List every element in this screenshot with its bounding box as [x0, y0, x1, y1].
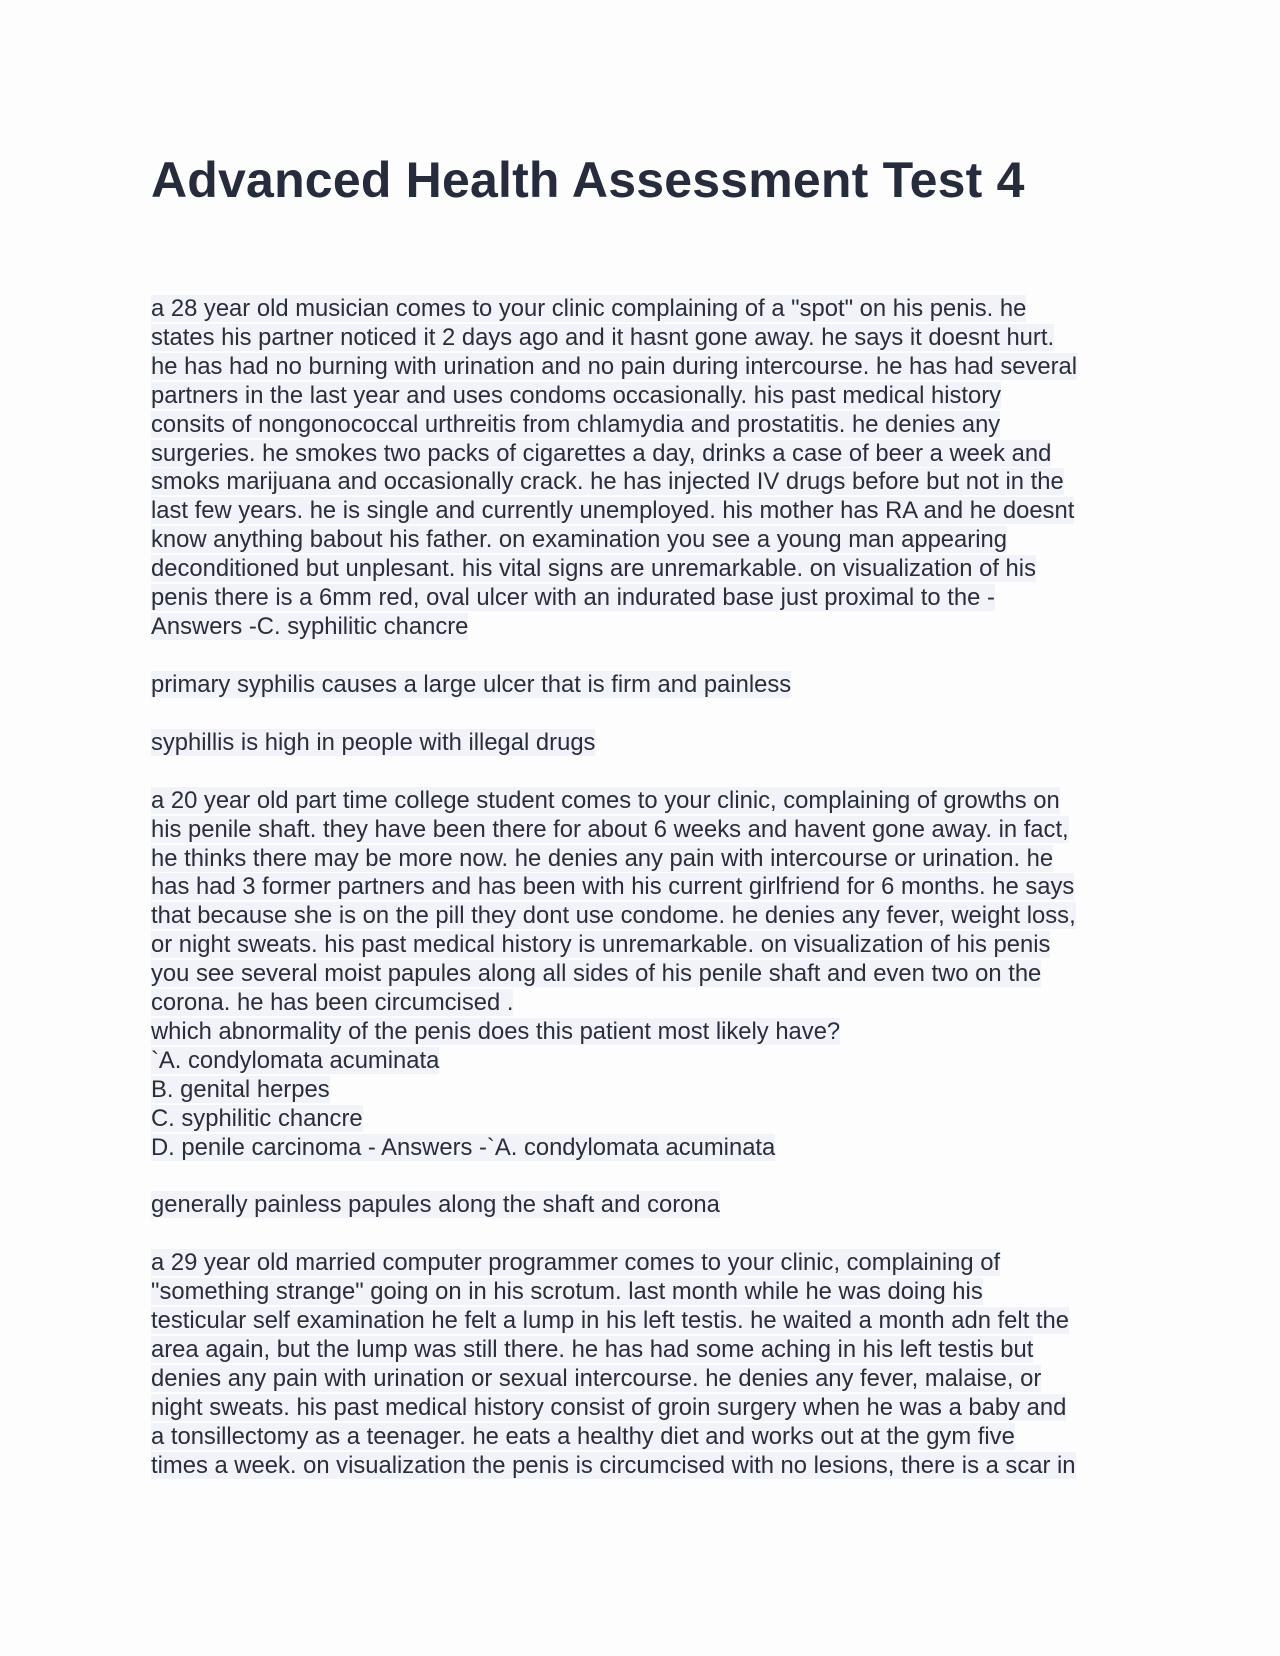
- text-line-content: corona. he has been circumcised .: [151, 989, 514, 1017]
- text-line-content: surgeries. he smokes two packs of cigarettes a day, drinks a case of beer a week and: [151, 439, 1052, 467]
- text-line: [151, 295, 1151, 324]
- text-line: [151, 1307, 1151, 1336]
- text-line-content: smoks marijuana and occasionally crack. he has injected IV drugs before but not in the: [151, 468, 1064, 496]
- text-line: [151, 1018, 1151, 1047]
- text-line: [151, 1423, 1151, 1452]
- paragraph: [151, 295, 1151, 642]
- text-line-content: a 28 year old musician comes to your clinic complaining of a "spot" on his penis. he: [151, 295, 1027, 322]
- paragraph: [151, 787, 1151, 1163]
- text-line: [151, 729, 1151, 758]
- text-line-content: his penile shaft. they have been there for about 6 weeks and havent gone away. in fact,: [151, 815, 1069, 843]
- text-line-content: a 20 year old part time college student comes to your clinic, complaining of growths on: [151, 786, 1060, 814]
- text-line: [151, 1134, 1151, 1163]
- text-line-content: last few years. he is single and currently unemployed. his mother has RA and he doesnt: [151, 497, 1075, 525]
- text-line: [151, 873, 1151, 902]
- text-line: [151, 526, 1151, 555]
- text-line: [151, 1394, 1151, 1423]
- text-line-content: denies any pain with urination or sexual intercourse. he denies any fever, malaise, or: [151, 1365, 1042, 1392]
- text-line: [151, 1278, 1151, 1307]
- text-line-content: "something strange" going on in his scrotum. last month while he was doing his: [151, 1278, 983, 1306]
- text-line-content: penis there is a 6mm red, oval ulcer with an indurated base just proximal to the -: [151, 584, 995, 612]
- document-title: Advanced Health Assessment Test 4: [151, 152, 1025, 208]
- text-line-content: deconditioned but unplesant. his vital signs are unremarkable. on visualization of his: [151, 555, 1036, 583]
- text-line: [151, 584, 1151, 613]
- document-body: [151, 295, 1151, 1481]
- text-line-content: you see several moist papules along all sides of his penile shaft and even two on the: [151, 960, 1042, 988]
- text-line-content: states his partner noticed it 2 days ago and it hasnt gone away. he says it doesnt hurt.: [151, 323, 1055, 351]
- text-line: [151, 440, 1151, 469]
- text-line: [151, 497, 1151, 526]
- text-line-content: a tonsillectomy as a teenager. he eats a healthy diet and works out at the gym five: [151, 1422, 1015, 1450]
- text-line: [151, 324, 1151, 353]
- text-line: [151, 1191, 1151, 1220]
- text-line-content: has had 3 former partners and has been with his current girlfriend for 6 months. he says: [151, 873, 1075, 901]
- text-line: [151, 1365, 1151, 1394]
- paragraph: [151, 729, 1151, 758]
- text-line-content: D. penile carcinoma - Answers -`A. condylomata acuminata: [151, 1133, 776, 1161]
- text-line-content: `A. condylomata acuminata: [151, 1046, 440, 1074]
- text-line-content: Answers -C. syphilitic chancre: [151, 612, 469, 640]
- text-line-content: generally painless papules along the shaft and corona: [151, 1191, 720, 1219]
- text-line: [151, 1047, 1151, 1076]
- text-line: [151, 353, 1151, 382]
- text-line-content: know anything babout his father. on examination you see a young man appearing: [151, 526, 1007, 554]
- text-line: [151, 1076, 1151, 1105]
- text-line-content: consits of nongonococcal urthreitis from chlamydia and prostatitis. he denies any: [151, 410, 1001, 438]
- text-line-content: area again, but the lump was still there. he has had some aching in his left testis but: [151, 1336, 1034, 1364]
- text-line: [151, 1452, 1151, 1481]
- text-line: [151, 411, 1151, 440]
- text-line-content: he has had no burning with urination and no pain during intercourse. he has had several: [151, 352, 1078, 380]
- text-line-content: syphillis is high in people with illegal drugs: [151, 728, 596, 756]
- text-line: [151, 989, 1151, 1018]
- text-line: [151, 1249, 1151, 1278]
- document-page: [151, 150, 1151, 1510]
- text-line: [151, 613, 1151, 642]
- text-line: [151, 845, 1151, 874]
- text-line-content: night sweats. his past medical history consist of groin surgery when he was a baby and: [151, 1393, 1067, 1421]
- text-line-content: he thinks there may be more now. he denies any pain with intercourse or urination. he: [151, 844, 1054, 872]
- paragraph: [151, 1249, 1151, 1480]
- text-line-content: that because she is on the pill they dont use condome. he denies any fever, weight loss,: [151, 902, 1076, 930]
- text-line-content: which abnormality of the penis does this patient most likely have?: [151, 1017, 841, 1045]
- text-line-content: partners in the last year and uses condoms occasionally. his past medical history: [151, 381, 1002, 409]
- text-line-content: a 29 year old married computer programmer comes to your clinic, complaining of: [151, 1249, 1001, 1277]
- text-line: [151, 902, 1151, 931]
- text-line: [151, 1336, 1151, 1365]
- text-line: [151, 555, 1151, 584]
- text-line: [151, 468, 1151, 497]
- text-line: [151, 787, 1151, 816]
- text-line: [151, 816, 1151, 845]
- text-line: [151, 671, 1151, 700]
- text-line: [151, 1105, 1151, 1134]
- text-line: [151, 382, 1151, 411]
- text-line-content: testicular self examination he felt a lump in his left testis. he waited a month adn felt the: [151, 1307, 1069, 1335]
- text-line-content: C. syphilitic chancre: [151, 1104, 363, 1132]
- text-line: [151, 960, 1151, 989]
- text-line-content: or night sweats. his past medical history is unremarkable. on visualization of his penis: [151, 931, 1051, 959]
- text-line-content: B. genital herpes: [151, 1075, 330, 1103]
- text-line-content: times a week. on visualization the penis is circumcised with no lesions, there is a scar in: [151, 1451, 1076, 1479]
- text-line: [151, 931, 1151, 960]
- paragraph: [151, 671, 1151, 700]
- paragraph: [151, 1191, 1151, 1220]
- text-line-content: primary syphilis causes a large ulcer that is firm and painless: [151, 670, 792, 698]
